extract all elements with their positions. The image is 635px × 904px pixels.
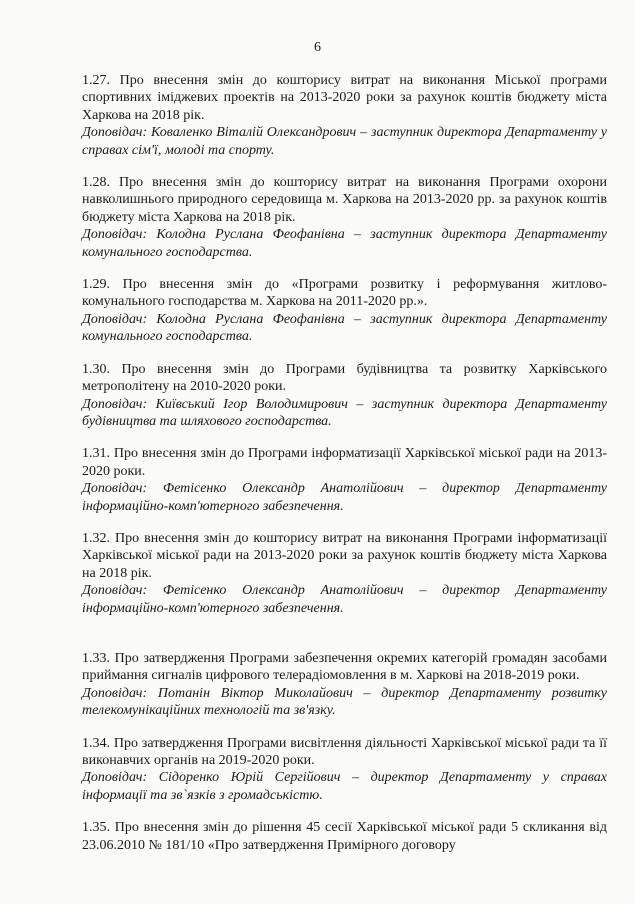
agenda-item-1-28 — [82, 174, 607, 261]
agenda-item-speaker: Доповідач: Сідоренко Юрій Сергійович – директор Департаменту у справах інформації та зв`язків з громадськістю. — [82, 770, 607, 803]
agenda-item-text: 1.29. Про внесення змін до «Програми розвитку і реформування житлово-комунального господарства м. Харкова на 2011-2020 рр.». — [82, 277, 607, 310]
agenda-item-1-33 — [82, 650, 607, 720]
agenda-item-speaker: Доповідач: Фетісенко Олександр Анатолійович – директор Департаменту інформаційно-комп'ютерного забезпечення. — [82, 481, 607, 514]
agenda-item-text: 1.35. Про внесення змін до рішення 45 сесії Харківської міської ради 5 скликання від 23.06.2010 № 181/10 «Про затвердження Примірного договору — [82, 820, 607, 853]
agenda-item-1-30 — [82, 361, 607, 431]
page-number: 6 — [314, 40, 321, 55]
agenda-item-text: 1.27. Про внесення змін до кошторису витрат на виконання Міської програми спортивних іміджевих проектів на 2013-2020 роки за рахунок коштів бюджету міста Харкова на 2018 рік. — [82, 73, 607, 123]
agenda-list — [82, 72, 607, 869]
agenda-item-text: 1.31. Про внесення змін до Програми інформатизації Харківської міської ради на 2013-2020 роки. — [82, 446, 607, 479]
agenda-item-1-29 — [82, 276, 607, 346]
agenda-item-text: 1.34. Про затвердження Програми висвітлення діяльності Харківської міської ради та її виконавчих органів на 2019-2020 роки. — [82, 735, 607, 768]
agenda-item-text: 1.28. Про внесення змін до кошторису витрат на виконання Програми охорони навколишнього природного середовища м. Харкова на 2013-2020 рр. за рахунок коштів бюджету міста Харкова на 2018 рік. — [82, 175, 607, 225]
agenda-item-1-34 — [82, 735, 607, 805]
agenda-item-1-27 — [82, 72, 607, 159]
agenda-item-speaker: Доповідач: Потанін Віктор Миколайович – директор Департаменту розвитку телекомунікаційних технологій та зв'язку. — [82, 685, 607, 719]
agenda-item-speaker: Доповідач: Фетісенко Олександр Анатолійович – директор Департаменту інформаційно-комп'ютерного забезпечення. — [82, 583, 607, 616]
agenda-item-text: 1.32. Про внесення змін до кошторису витрат на виконання Програми інформатизації Харківської міської ради на 2013-2020 роки за рахунок коштів бюджету міста Харкова на 2018 рік. — [82, 530, 607, 581]
agenda-item-text: 1.30. Про внесення змін до Програми будівництва та розвитку Харківського метрополітену на 2010-2020 роки. — [82, 361, 607, 395]
agenda-item-speaker: Доповідач: Коваленко Віталій Олександрович – заступник директора Департаменту у справах сім'ї, молоді та спорту. — [82, 125, 607, 158]
agenda-item-speaker: Доповідач: Київський Ігор Володимирович – заступник директора Департаменту будівництва та шляхового господарства. — [82, 396, 607, 429]
agenda-item-speaker: Доповідач: Колодна Руслана Феофанівна – заступник директора Департаменту комунального господарства. — [82, 227, 607, 260]
agenda-item-text: 1.33. Про затвердження Програми забезпечення окремих категорій громадян засобами приймання сигналів цифрового телерадіомовлення в м. Харкові на 2018-2019 роки. — [82, 650, 607, 684]
agenda-item-1-32 — [82, 530, 607, 617]
agenda-item-1-31 — [82, 445, 607, 515]
agenda-item-1-35 — [82, 819, 607, 854]
agenda-item-speaker: Доповідач: Колодна Руслана Феофанівна – заступник директора Департаменту комунального господарства. — [82, 311, 607, 345]
